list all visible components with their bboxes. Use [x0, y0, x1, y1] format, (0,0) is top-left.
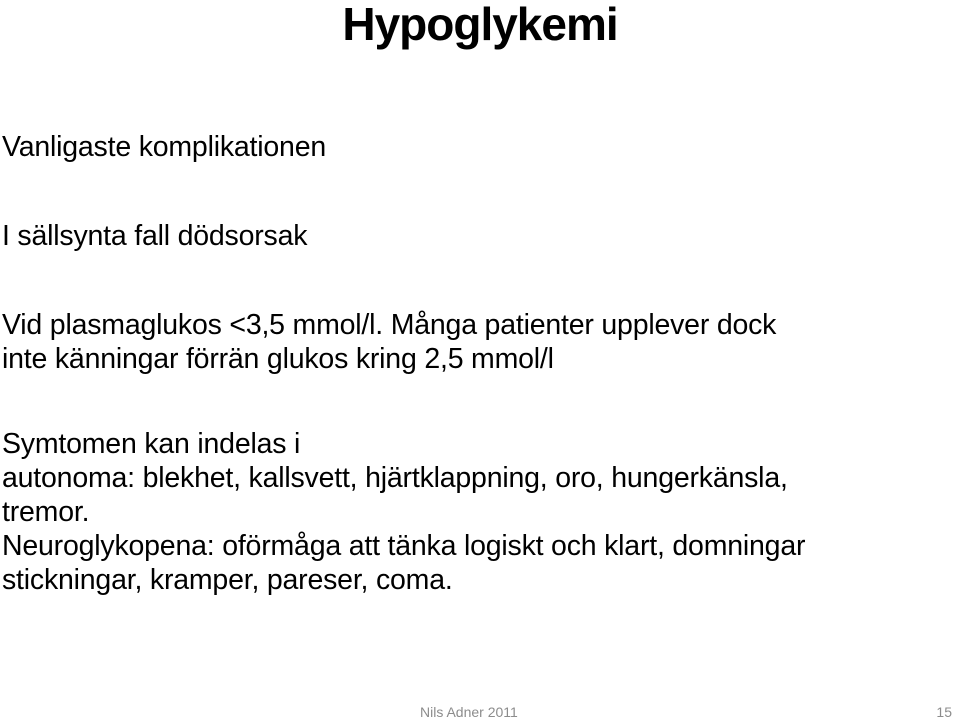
- footer-author: Nils Adner 2011: [420, 704, 518, 720]
- bullet-paragraph-1: [2, 130, 958, 164]
- bullet-paragraph-4: [2, 427, 958, 597]
- bullet-paragraph-3: [2, 308, 958, 376]
- paragraph-line: Symtomen kan indelas i: [2, 428, 301, 460]
- paragraph-line: stickningar, kramper, pareser, coma.: [2, 564, 453, 596]
- footer-page-number: 15: [936, 704, 952, 720]
- paragraph-line: Vanligaste komplikationen: [2, 131, 327, 163]
- paragraph-line: I sällsynta fall dödsorsak: [2, 220, 308, 252]
- paragraph-line: tremor.: [2, 496, 90, 528]
- paragraph-line: autonoma: blekhet, kallsvett, hjärtklappning, oro, hungerkänsla,: [2, 462, 788, 494]
- bullet-paragraph-2: [2, 219, 958, 253]
- slide-title: Hypoglykemi: [342, 0, 618, 50]
- paragraph-line: inte känningar förrän glukos kring 2,5 mmol/l: [2, 343, 554, 375]
- paragraph-line: Vid plasmaglukos <3,5 mmol/l. Många patienter upplever dock: [2, 309, 777, 341]
- paragraph-line: Neuroglykopena: oförmåga att tänka logiskt och klart, domningar: [2, 530, 806, 562]
